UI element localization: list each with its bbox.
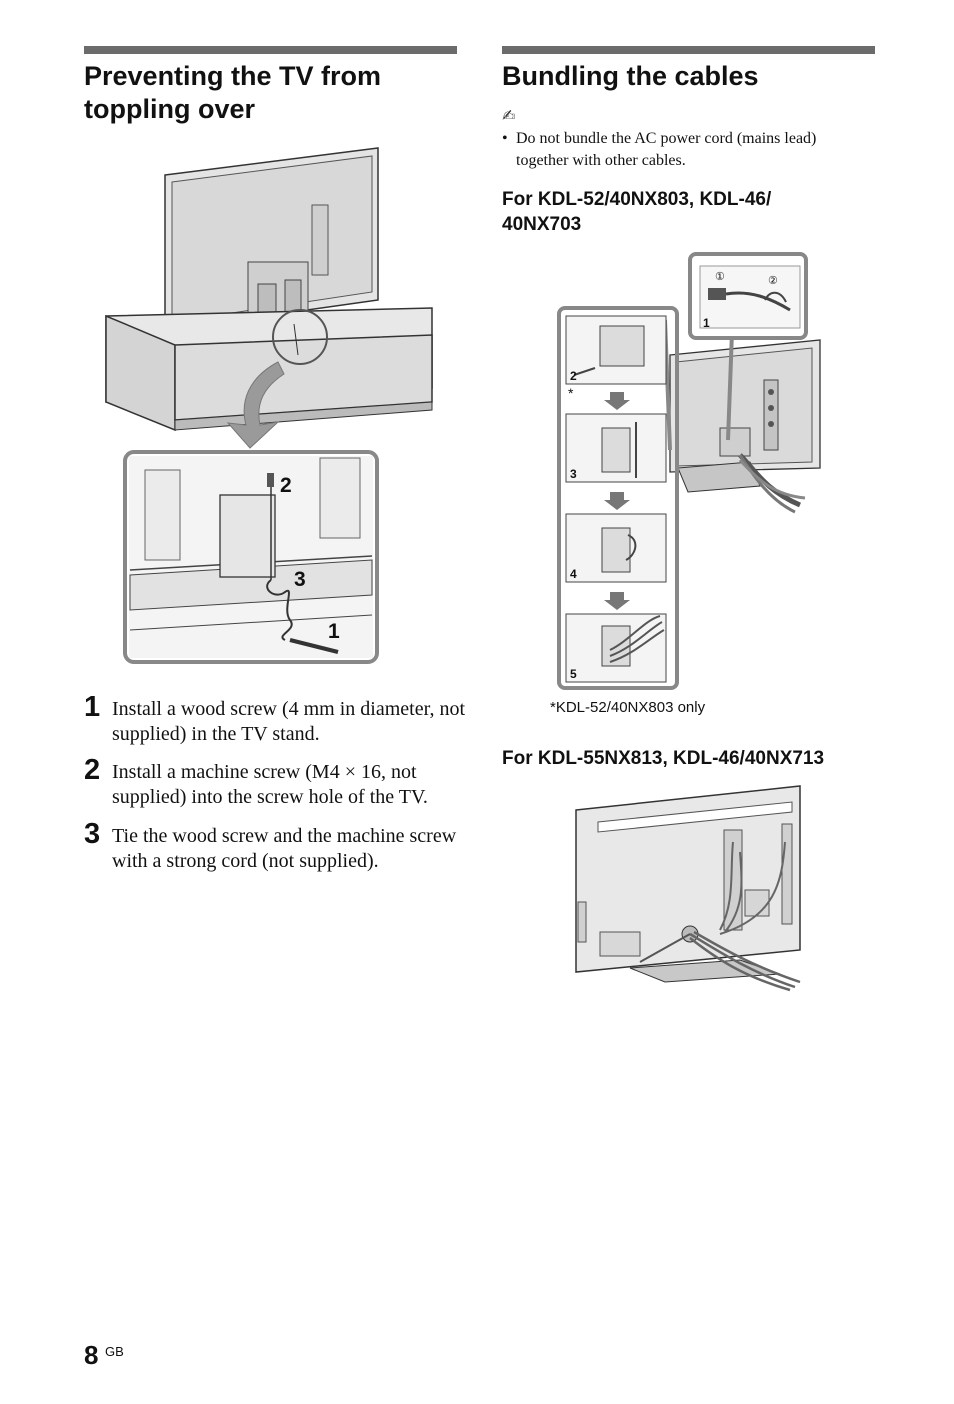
pencil-note-icon: ✍ — [502, 106, 516, 125]
callout-3: 3 — [294, 568, 306, 591]
step-number: 2 — [84, 754, 101, 786]
step-text: Tie the wood screw and the machine screw with a strong cord (not supplied). — [112, 825, 457, 872]
fig1-asterisk: * — [568, 385, 574, 401]
section-heading-bundling: Bundling the cables — [502, 61, 759, 91]
subheading-line-2: 40NX703 — [502, 214, 582, 235]
subheading-nx813: For KDL-55NX813, KDL-46/40NX713 — [502, 748, 825, 769]
footnote-nx803: *KDL-52/40NX803 only — [550, 699, 706, 716]
page-region-suffix: GB — [105, 1344, 124, 1359]
fig1-panel-label-5: 5 — [570, 667, 577, 681]
fig1-panel-label-4: 4 — [570, 567, 577, 581]
subheading-line-1: For KDL-52/40NX803, KDL-46/ — [502, 189, 772, 210]
subheading-nx803 — [502, 187, 882, 237]
heading-line-1: Preventing the TV from — [84, 61, 382, 91]
fig1-panel-label-3: 3 — [570, 467, 577, 481]
note-text: Do not bundle the AC power cord (mains lead) together with other cables. — [516, 130, 817, 169]
bundling-figure-nx803 — [550, 250, 840, 698]
bullet-dot: • — [502, 130, 508, 147]
step-3 — [84, 818, 464, 874]
callout-2: 2 — [280, 474, 292, 497]
callout-1: 1 — [328, 620, 340, 643]
fig1-panel-label-1: 1 — [703, 316, 710, 330]
fig1-circle2: ② — [768, 275, 778, 287]
step-1 — [84, 691, 465, 747]
step-2 — [84, 754, 464, 810]
toppling-figure — [100, 140, 445, 670]
page-number: 8 — [84, 1340, 99, 1370]
fig1-circle1: ① — [715, 271, 725, 283]
section-rule-left — [84, 46, 457, 54]
fig1-panel-label-2: 2 — [570, 369, 577, 383]
step-text: Install a machine screw (M4 × 16, not supplied) into the screw hole of the TV. — [112, 761, 428, 808]
section-heading-toppling — [84, 60, 464, 126]
step-text: Install a wood screw (4 mm in diameter, not supplied) in the TV stand. — [112, 698, 465, 745]
step-number: 3 — [84, 818, 101, 850]
heading-line-2: toppling over — [84, 94, 255, 124]
section-rule-right — [502, 46, 875, 54]
step-number: 1 — [84, 691, 101, 723]
bundling-figure-nx813 — [570, 782, 805, 992]
